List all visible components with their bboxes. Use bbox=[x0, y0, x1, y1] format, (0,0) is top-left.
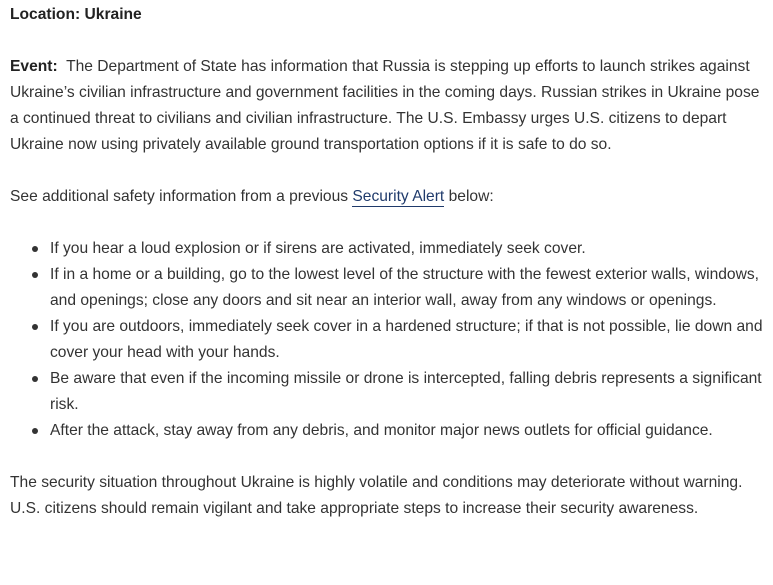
bullet-icon bbox=[32, 376, 38, 382]
security-alert-link[interactable]: Security Alert bbox=[352, 188, 445, 205]
location-line bbox=[10, 2, 763, 28]
additional-suffix: below: bbox=[448, 188, 494, 205]
list-item-text: If you are outdoors, immediately seek cover in a hardened structure; if that is not possible, lie down and cover your head with your hands. bbox=[50, 318, 763, 361]
additional-info-line bbox=[10, 184, 763, 210]
list-item bbox=[50, 366, 763, 418]
list-item-text: After the attack, stay away from any debris, and monitor major news outlets for official guidance. bbox=[50, 422, 713, 439]
list-item bbox=[50, 236, 763, 262]
event-label: Event: bbox=[10, 58, 58, 75]
list-item-text: If you hear a loud explosion or if sirens are activated, immediately seek cover. bbox=[50, 240, 586, 257]
event-paragraph bbox=[10, 54, 763, 158]
additional-prefix: See additional safety information from a previous bbox=[10, 188, 349, 205]
bullet-icon bbox=[32, 246, 38, 252]
bullet-icon bbox=[32, 428, 38, 434]
bullet-icon bbox=[32, 272, 38, 278]
list-item-text: If in a home or a building, go to the lowest level of the structure with the fewest exterior walls, windows, and openings; close any doors and sit near an interior wall, away from any windows or openings. bbox=[50, 266, 759, 309]
alert-content bbox=[0, 2, 773, 585]
list-item-text: Be aware that even if the incoming missile or drone is intercepted, falling debris represents a significant risk. bbox=[50, 370, 762, 413]
list-item bbox=[50, 262, 763, 314]
list-item bbox=[50, 314, 763, 366]
list-item bbox=[50, 418, 763, 444]
safety-bullet-list bbox=[10, 236, 763, 444]
location-value: Ukraine bbox=[84, 6, 142, 23]
bullet-icon bbox=[32, 324, 38, 330]
closing-paragraph: The security situation throughout Ukraine is highly volatile and conditions may deteriorate without warning. U.S. citizens should remain vigilant and take appropriate steps to increase their security awareness. bbox=[10, 474, 743, 517]
location-label: Location: bbox=[10, 6, 81, 23]
event-text: The Department of State has information that Russia is stepping up efforts to launch strikes against Ukraine’s civilian infrastructure and government facilities in the coming days. Russian strikes in Ukraine pose a continued threat to civilians and civilian infrastructure. The U.S. Embassy urges U.S. citizens to depart Ukraine now using privately available ground transportation options if it is safe to do so. bbox=[10, 58, 760, 153]
